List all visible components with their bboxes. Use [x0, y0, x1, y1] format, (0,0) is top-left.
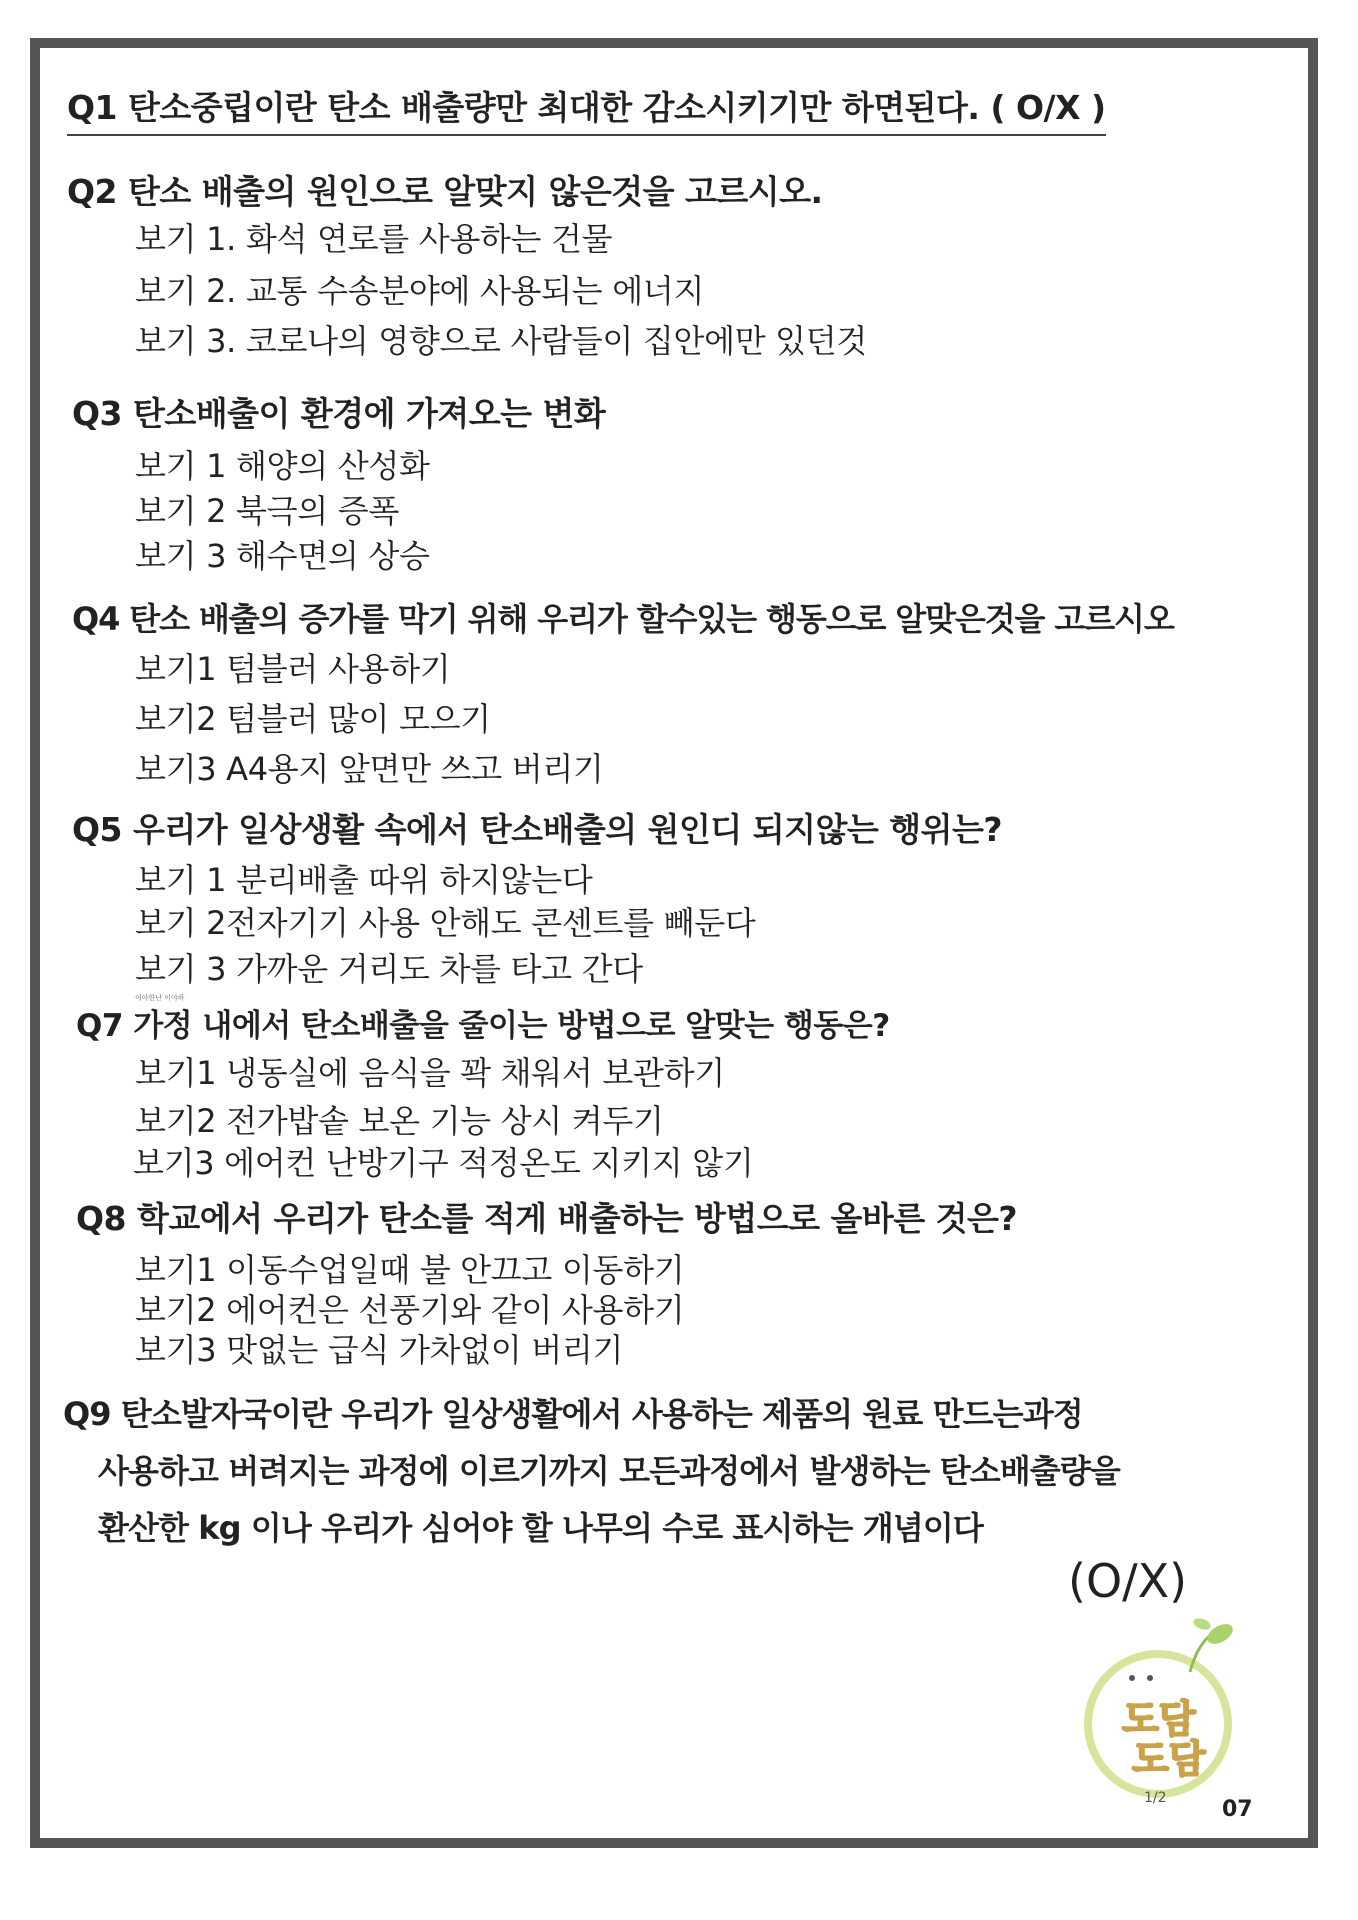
choice: 보기 2전자기기 사용 안해도 콘센트를 빼둔다: [135, 904, 756, 942]
question-2: Q2 탄소 배출의 원인으로 알맞지 않은것을 고르시오.: [67, 172, 823, 211]
question-3: Q3 탄소배출이 환경에 가져오는 변화: [72, 394, 606, 433]
page-number: 07: [1222, 1797, 1253, 1822]
choice: 보기2 텀블러 많이 모으기: [135, 700, 491, 738]
logo-sub: 1/2: [1144, 1790, 1167, 1806]
choice: 보기 3 해수면의 상승: [135, 537, 430, 575]
logo-text-bottom: 도담: [1132, 1737, 1206, 1781]
choice: 보기3 맛없는 급식 가차없이 버리기: [135, 1331, 624, 1369]
choice: 보기 3. 코로나의 영향으로 사람들이 집안에만 있던것: [135, 322, 868, 360]
choice: 보기 2. 교통 수송분야에 사용되는 에너지: [135, 272, 705, 310]
question-9-line-1: Q9 탄소발자국이란 우리가 일상생활에서 사용하는 제품의 원료 만드는과정: [63, 1395, 1083, 1433]
choice: 보기3 A4용지 앞면만 쓰고 버리기: [135, 750, 604, 788]
tiny-note: 이야한난 이야하: [135, 994, 185, 1002]
question-8: Q8 학교에서 우리가 탄소를 적게 배출하는 방법으로 올바른 것은?: [76, 1199, 1018, 1238]
choice: 보기1 냉동실에 음식을 꽉 채워서 보관하기: [135, 1054, 725, 1092]
question-5: Q5 우리가 일상생활 속에서 탄소배출의 원인디 되지않는 행위는?: [72, 810, 1003, 849]
choice: 보기 2 북극의 증폭: [135, 492, 399, 530]
choice: 보기3 에어컨 난방기구 적정온도 지키지 않기: [133, 1144, 754, 1182]
choice: 보기 1 분리배출 따위 하지않는다: [135, 861, 593, 899]
choice: 보기2 전가밥솥 보온 기능 상시 켜두기: [135, 1102, 664, 1140]
question-1: Q1 탄소중립이란 탄소 배출량만 최대한 감소시키기만 하면된다. ( O/X ): [67, 86, 1106, 136]
choice: 보기 3 가까운 거리도 차를 타고 간다: [135, 950, 643, 988]
choice: 보기1 텀블러 사용하기: [135, 650, 451, 688]
logo-text-top: 도담: [1122, 1697, 1196, 1741]
question-4: Q4 탄소 배출의 증가를 막기 위해 우리가 할수있는 행동으로 알맞은것을 고르시오: [72, 600, 1174, 638]
question-7: Q7 가정 내에서 탄소배출을 줄이는 방법으로 알맞는 행동은?: [76, 1008, 890, 1044]
answer-format: (O/X): [1068, 1554, 1188, 1608]
sprout-smiley-logo-icon: [1070, 1612, 1270, 1812]
choice: 보기2 에어컨은 선풍기와 같이 사용하기: [135, 1291, 685, 1329]
choice: 보기 1 해양의 산성화: [135, 447, 430, 485]
choice: 보기1 이동수업일때 불 안끄고 이동하기: [135, 1251, 685, 1289]
question-9-line-2: 사용하고 버려지는 과정에 이르기까지 모든과정에서 발생하는 탄소배출량을: [98, 1452, 1120, 1490]
question-9-line-3: 환산한 kg 이나 우리가 심어야 할 나무의 수로 표시하는 개념이다: [98, 1509, 983, 1547]
choice: 보기 1. 화석 연로를 사용하는 건물: [135, 220, 613, 258]
